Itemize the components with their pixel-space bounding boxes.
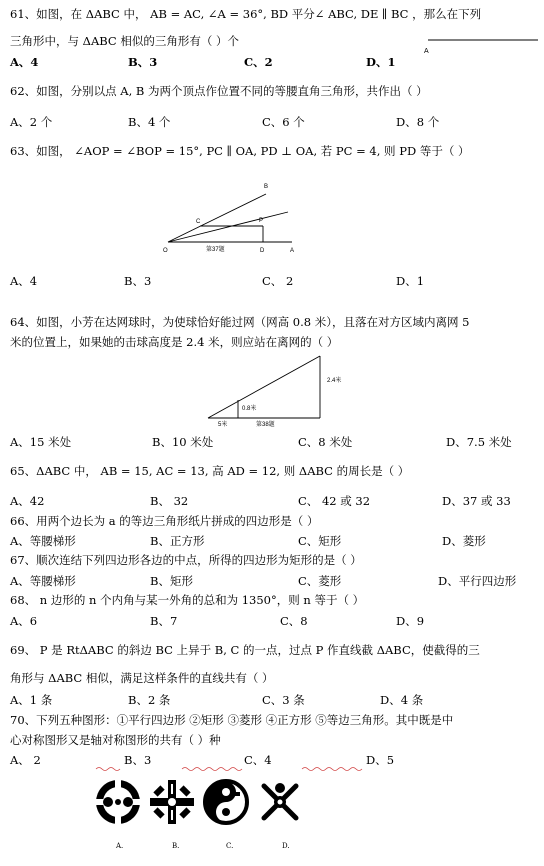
q63-opt-a: A、4 bbox=[10, 274, 38, 288]
q63-fig-b: B bbox=[264, 184, 269, 190]
q63-opt-b: B、3 bbox=[124, 274, 152, 288]
q63-fig-d: D bbox=[260, 248, 265, 254]
q66-opt-b: B、正方形 bbox=[150, 534, 205, 548]
q64-opt-c: C、8 米处 bbox=[298, 435, 353, 449]
q67-opt-b: B、矩形 bbox=[150, 574, 193, 588]
q70-symbol-c-icon bbox=[202, 778, 250, 826]
q64-fig-h2: 0.8米 bbox=[242, 406, 257, 412]
q63-opt-d: D、1 bbox=[396, 274, 425, 288]
q61-fig-label: A bbox=[424, 48, 429, 55]
q67-opt-a: A、等腰梯形 bbox=[10, 574, 76, 588]
q63-opt-c: C、 2 bbox=[262, 274, 294, 288]
q70-fig-label-b: B. bbox=[172, 842, 180, 850]
q70-symbol-a-icon bbox=[94, 778, 142, 826]
q70-fig-label-a: A. bbox=[116, 842, 124, 850]
q63-fig-p: P bbox=[259, 218, 264, 224]
q61-line2: 三角形中，与 ΔABC 相似的三角形有（ ）个 bbox=[10, 34, 240, 48]
q65-line1: 65、ΔABC 中， AB = 15, AC = 13, 高 AD = 12, 则 ΔABC 的周长是（ ） bbox=[10, 464, 410, 478]
q61-opt-c: C、2 bbox=[244, 55, 273, 69]
q66-opt-c: C、矩形 bbox=[298, 534, 342, 548]
q67-line1: 67、顺次连结下列四边形各边的中点，所得的四边形为矩形的是（ ） bbox=[10, 553, 362, 567]
q68-opt-d: D、9 bbox=[396, 614, 425, 628]
q62-opt-b: B、4 个 bbox=[128, 115, 171, 129]
q67-opt-d: D、平行四边形 bbox=[438, 574, 517, 588]
q70-symbol-b-icon bbox=[148, 778, 196, 826]
q64-opt-a: A、15 米处 bbox=[10, 435, 72, 449]
q61-opt-d: D、1 bbox=[366, 55, 396, 69]
q69-opt-a: A、1 条 bbox=[10, 693, 53, 707]
q63-fig-c: C bbox=[196, 219, 201, 225]
q64-line1: 64、如图，小芳在达网球时，为使球恰好能过网（网高 0.8 米），且落在对方区域内离网 5 bbox=[10, 315, 470, 329]
q68-opt-c: C、8 bbox=[280, 614, 308, 628]
q64-fig-caption: 第38题 bbox=[256, 422, 275, 428]
q68-opt-b: B、7 bbox=[150, 614, 178, 628]
q69-opt-c: C、3 条 bbox=[262, 693, 305, 707]
q62-opt-c: C、6 个 bbox=[262, 115, 305, 129]
q64-figure bbox=[200, 352, 360, 430]
q65-opt-b: B、 32 bbox=[150, 494, 189, 508]
q70-opt-b: B、3 bbox=[124, 753, 152, 767]
q64-opt-b: B、10 米处 bbox=[152, 435, 214, 449]
q63-figure bbox=[160, 178, 300, 262]
q62-opt-d: D、8 个 bbox=[396, 115, 440, 129]
q70-wavy-underlines bbox=[0, 766, 544, 772]
q64-line2: 米的位置上，如果她的击球高度是 2.4 米，则应站在离网的（ ） bbox=[10, 335, 339, 349]
q61-opt-a: A、4 bbox=[10, 55, 39, 69]
q70-line2: 心对称图形又是轴对称图形的共有（ ）种 bbox=[10, 733, 221, 747]
q70-opt-d: D、5 bbox=[366, 753, 395, 767]
q69-line1: 69、 P 是 RtΔABC 的斜边 BC 上异于 B, C 的一点，过点 P 作直线截 ΔABC，使截得的三 bbox=[10, 643, 480, 657]
q69-opt-b: B、2 条 bbox=[128, 693, 171, 707]
q70-fig-label-d: D. bbox=[282, 842, 290, 850]
q69-opt-d: D、4 条 bbox=[380, 693, 424, 707]
q66-opt-a: A、等腰梯形 bbox=[10, 534, 76, 548]
q65-opt-d: D、37 或 33 bbox=[442, 494, 511, 508]
q65-opt-a: A、42 bbox=[10, 494, 45, 508]
q64-opt-d: D、7.5 米处 bbox=[446, 435, 512, 449]
q63-line1: 63、如图， ∠AOP = ∠BOP = 15°, PC ∥ OA, PD ⊥ OA, 若 PC = 4, 则 PD 等于（ ） bbox=[10, 144, 470, 158]
q67-opt-c: C、菱形 bbox=[298, 574, 342, 588]
q70-opt-a: A、 2 bbox=[10, 753, 41, 767]
q61-opt-b: B、3 bbox=[128, 55, 158, 69]
q64-fig-base: 5米 bbox=[218, 422, 228, 428]
q70-line1: 70、下列五种图形：①平行四边形 ②矩形 ③菱形 ④正方形 ⑤等边三角形。其中既是中 bbox=[10, 713, 454, 727]
q63-fig-caption: 第37题 bbox=[206, 247, 225, 253]
q70-symbol-d-icon bbox=[256, 778, 304, 826]
q63-fig-o: O bbox=[163, 248, 168, 254]
q63-fig-a: A bbox=[290, 248, 295, 254]
q68-opt-a: A、6 bbox=[10, 614, 38, 628]
q64-fig-h1: 2.4米 bbox=[327, 378, 342, 384]
q69-line2: 角形与 ΔABC 相似，满足这样条件的直线共有（ ） bbox=[10, 671, 274, 685]
q68-line1: 68、 n 边形的 n 个内角与某一外角的总和为 1350°，则 n 等于（ ） bbox=[10, 593, 365, 607]
q62-opt-a: A、2 个 bbox=[10, 115, 53, 129]
q70-fig-label-c: C. bbox=[226, 842, 234, 850]
q65-opt-c: C、 42 或 32 bbox=[298, 494, 371, 508]
q66-opt-d: D、菱形 bbox=[442, 534, 486, 548]
q70-opt-c: C、4 bbox=[244, 753, 272, 767]
q62-line1: 62、如图，分别以点 A, B 为两个顶点作位置不同的等腰直角三角形，共作出（ ） bbox=[10, 84, 428, 98]
q61-line1: 61、如图，在 ΔABC 中， AB = AC, ∠A = 36°, BD 平分∠ ABC, DE ∥ BC ，那么在下列 bbox=[10, 7, 482, 21]
q61-figure bbox=[420, 38, 540, 58]
q66-line1: 66、用两个边长为 a 的等边三角形纸片拼成的四边形是（ ） bbox=[10, 514, 319, 528]
